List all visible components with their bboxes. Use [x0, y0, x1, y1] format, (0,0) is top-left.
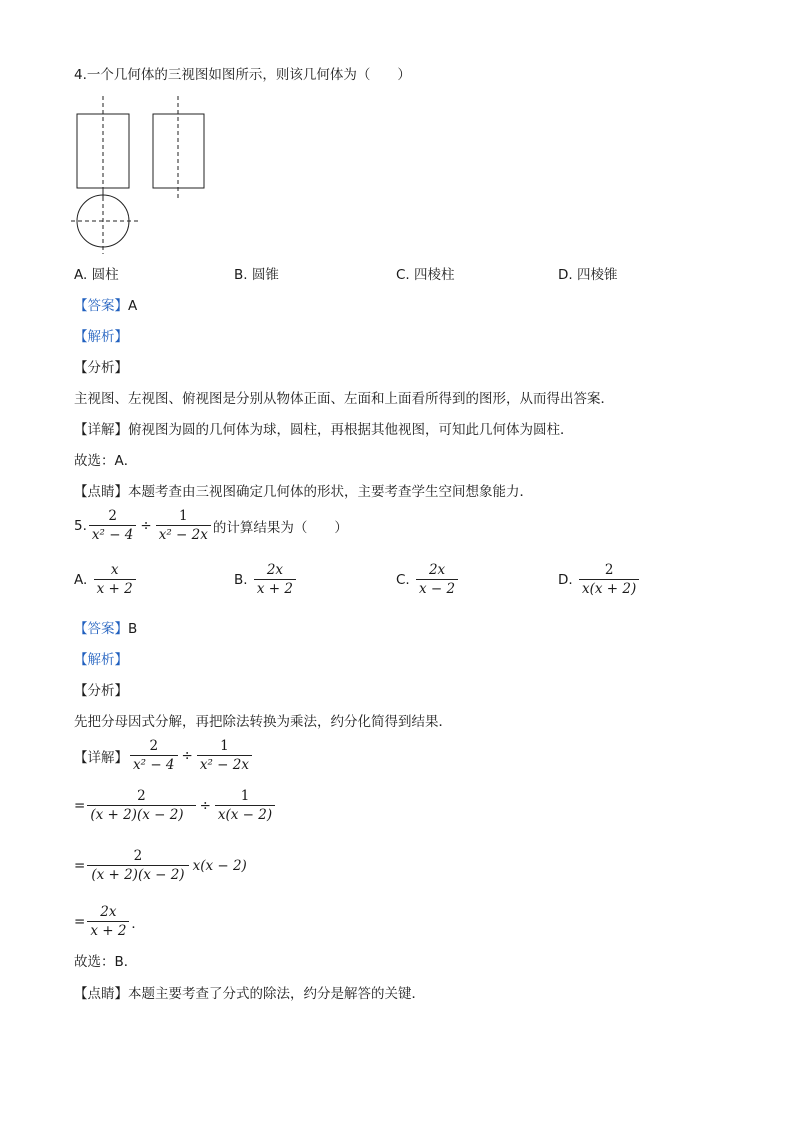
q5-fenxi-tag: 【分析】 — [74, 683, 128, 699]
q4-option-c: C. 四棱柱 — [396, 267, 455, 283]
q4-analysis-tag: 【解析】 — [74, 329, 128, 345]
q5-stem: 5. $\frac{2}{\text{x² − 4}}$ ÷ $\frac{1}{\text{x² − 2x}}$ 的计算结果为（ ） — [74, 508, 348, 543]
q4-detail: 【详解】俯视图为圆的几何体为球，圆柱，再根据其他视图，可知此几何体为圆柱． — [74, 422, 574, 438]
q4-fenxi-text: 主视图、左视图、俯视图是分别从物体正面、左面和上面看所得到的图形，从而得出答案． — [74, 391, 614, 407]
q5-answer: 【答案】B — [74, 621, 138, 637]
q4-option-b: B. 圆锥 — [234, 267, 279, 283]
q4-fenxi-tag: 【分析】 — [74, 360, 128, 376]
q5-option-d: D. $\frac{2}{x(x + 2)}$ — [558, 562, 641, 597]
q5-choose: 故选：B． — [74, 954, 138, 970]
q4-comment: 【点睛】本题考查由三视图确定几何体的形状，主要考查学生空间想象能力． — [74, 484, 533, 500]
q4-option-a: A. 圆柱 — [74, 267, 119, 283]
three-view-diagram — [66, 92, 216, 260]
q5-fraction-2: $\frac{1}{\text{x² − 2x}}$ — [156, 508, 211, 543]
q5-fenxi-text: 先把分母因式分解，再把除法转换为乘法，约分化简得到结果． — [74, 714, 452, 730]
q5-detail-step3: = $\frac{2}{(x + 2)(x - 2)}$ x(x − 2) — [74, 848, 247, 883]
q5-option-a: A. $\frac{x}{x + 2}$ — [74, 562, 138, 597]
q5-detail-step2: = $\frac{2}{(x + 2)(x - 2)}$ ÷ $\frac{1}{x(x - 2)}$ — [74, 788, 277, 823]
q5-option-c: C. $\frac{2x}{x - 2}$ — [396, 562, 460, 597]
q5-analysis-tag: 【解析】 — [74, 652, 128, 668]
q5-fraction-1: $\frac{2}{\text{x² − 4}}$ — [89, 508, 137, 543]
q4-answer: 【答案】A — [74, 298, 138, 314]
q5-detail-step1: 【详解】 $\frac{2}{\text{x² − 4}}$ ÷ $\frac{1}{\text{x² − 2x}}$ — [74, 738, 254, 773]
q4-stem: 4.一个几何体的三视图如图所示，则该几何体为（ ） — [74, 67, 411, 83]
q5-option-b: B. $\frac{2x}{x + 2}$ — [234, 562, 298, 597]
q4-choose: 故选：A． — [74, 453, 138, 469]
q5-comment: 【点睛】本题主要考查了分式的除法，约分是解答的关键． — [74, 986, 425, 1002]
q5-detail-step4: = $\frac{2x}{x + 2}$ ． — [74, 904, 145, 939]
q4-option-d: D. 四棱锥 — [558, 267, 618, 283]
